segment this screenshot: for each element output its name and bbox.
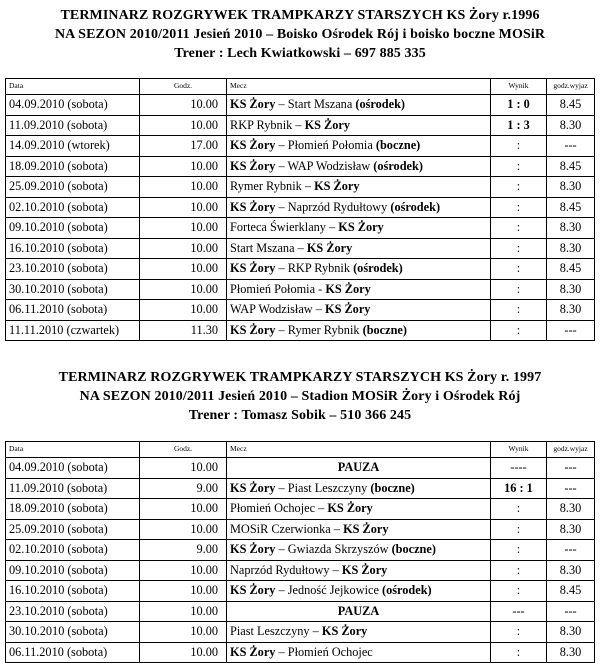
- table-row: [6, 115, 595, 136]
- match-teams: [227, 238, 491, 259]
- schedule-2-header: [0, 368, 600, 425]
- team-separator: –: [330, 521, 344, 536]
- match-time: 10.00: [140, 115, 227, 136]
- match-time: 10.00: [140, 95, 227, 116]
- departure-time: ---: [547, 478, 595, 499]
- departure-time: 8.30: [547, 519, 595, 540]
- home-team: KS Żory: [230, 199, 276, 214]
- table-row: [6, 478, 595, 499]
- home-team: Piast Leszczyny: [230, 624, 310, 639]
- table-row: [6, 519, 595, 540]
- team-separator: –: [275, 583, 288, 598]
- match-date: 30.10.2010 (sobota): [6, 622, 140, 643]
- match-time: 10.00: [140, 300, 227, 321]
- match-date: 09.10.2010 (sobota): [6, 218, 140, 239]
- table-row: [6, 95, 595, 116]
- departure-time: ---: [547, 136, 595, 157]
- match-result: :: [491, 519, 547, 540]
- schedule-2-title: TERMINARZ ROZGRYWEK TRAMPKARZY STARSZYCH KS Żory r. 1997: [58, 370, 542, 385]
- match-venue: (ośrodek): [390, 199, 441, 214]
- column-header-departure: godz.wyjaz: [547, 442, 595, 458]
- table-row: [6, 177, 595, 198]
- match-teams: [227, 478, 491, 499]
- match-result: :: [491, 560, 547, 581]
- departure-time: 8.30: [547, 279, 595, 300]
- departure-time: 8.30: [547, 177, 595, 198]
- departure-time: 8.30: [547, 115, 595, 136]
- match-venue: (ośrodek): [382, 583, 432, 598]
- match-date: 23.10.2010 (sobota): [6, 259, 140, 280]
- match-teams: [227, 259, 491, 280]
- home-team: Start Mszana: [230, 240, 295, 255]
- departure-time: 8.30: [547, 300, 595, 321]
- home-team: KS Żory: [230, 583, 276, 598]
- away-team: KS Żory: [338, 220, 384, 235]
- home-team: Naprzód Rydułtowy: [230, 562, 330, 577]
- table-row: [6, 458, 595, 479]
- match-date: 06.11.2010 (sobota): [6, 300, 140, 321]
- match-teams: [227, 581, 491, 602]
- team-separator: –: [315, 501, 328, 516]
- team-separator: –: [275, 138, 288, 153]
- match-result: :: [491, 238, 547, 259]
- table-header-row: [6, 79, 595, 95]
- column-header-match: Mecz: [227, 442, 491, 458]
- team-separator: –: [312, 302, 325, 317]
- departure-time: 8.30: [547, 218, 595, 239]
- match-result: 1 : 0: [491, 95, 547, 116]
- departure-time: 8.30: [547, 499, 595, 520]
- table-row: [6, 499, 595, 520]
- table-row: [6, 601, 595, 622]
- match-date: 02.10.2010 (sobota): [6, 540, 140, 561]
- away-team: KS Żory: [327, 501, 373, 516]
- home-team: WAP Wodzisław: [230, 302, 313, 317]
- column-header-result: Wynik: [491, 442, 547, 458]
- departure-time: 8.30: [547, 238, 595, 259]
- match-venue: (boczne): [375, 138, 421, 153]
- home-team: KS Żory: [230, 261, 276, 276]
- match-time: 10.00: [140, 259, 227, 280]
- schedule-2-table: [5, 441, 595, 663]
- table-row: [6, 156, 595, 177]
- match-time: 9.00: [140, 478, 227, 499]
- match-teams: PAUZA: [227, 458, 491, 479]
- column-header-departure: godz.wyjaz: [547, 79, 595, 95]
- home-team: MOSiR Czerwionka: [230, 521, 331, 536]
- table-row: [6, 642, 595, 663]
- away-team: Jedność Jejkowice: [287, 583, 379, 598]
- team-separator: –: [275, 199, 288, 214]
- home-team: KS Żory: [230, 158, 276, 173]
- departure-time: 8.45: [547, 581, 595, 602]
- match-time: 10.00: [140, 197, 227, 218]
- match-time: 10.00: [140, 238, 227, 259]
- match-teams: [227, 197, 491, 218]
- home-team: KS Żory: [230, 542, 276, 557]
- away-team: RKP Rybnik: [287, 261, 350, 276]
- schedule-1-header: [0, 6, 600, 63]
- table-row: [6, 300, 595, 321]
- departure-time: 8.30: [547, 642, 595, 663]
- match-time: 10.00: [140, 177, 227, 198]
- schedule-1-title: TERMINARZ ROZGRYWEK TRAMPKARZY STARSZYCH KS Żory r.1996: [60, 8, 540, 23]
- team-separator: –: [329, 562, 342, 577]
- away-team: KS Żory: [321, 624, 368, 639]
- match-time: 10.00: [140, 581, 227, 602]
- match-result: :: [491, 279, 547, 300]
- match-date: 02.10.2010 (sobota): [6, 197, 140, 218]
- table-row: [6, 540, 595, 561]
- away-team: KS Żory: [304, 117, 350, 132]
- table-row: [6, 197, 595, 218]
- home-team: KS Żory: [230, 480, 276, 495]
- match-time: 10.00: [140, 519, 227, 540]
- team-separator: –: [275, 261, 288, 276]
- match-teams: [227, 622, 491, 643]
- match-result: :: [491, 177, 547, 198]
- home-team: KS Żory: [230, 644, 276, 659]
- match-teams: [227, 115, 491, 136]
- schedule-2-season: NA SEZON 2010/2011 Jesień 2010 – Stadion MOSiR Żory i Ośrodek Rój: [79, 389, 521, 404]
- departure-time: 8.45: [547, 259, 595, 280]
- table-row: [6, 279, 595, 300]
- match-date: 06.11.2010 (sobota): [6, 642, 140, 663]
- away-team: KS Żory: [314, 179, 360, 194]
- table-row: [6, 581, 595, 602]
- table-row: [6, 560, 595, 581]
- schedule-1-coach: Trener : Lech Kwiatkowski – 697 885 335: [174, 46, 426, 61]
- match-date: 18.09.2010 (sobota): [6, 499, 140, 520]
- away-team: KS Żory: [341, 562, 388, 577]
- match-time: 10.00: [140, 458, 227, 479]
- match-time: 10.00: [140, 642, 227, 663]
- match-result: :: [491, 218, 547, 239]
- schedule-1-season: NA SEZON 2010/2011 Jesień 2010 – Boisko Ośrodek Rój i boisko boczne MOSiR: [54, 27, 546, 42]
- column-header-time: Godz.: [140, 79, 227, 95]
- match-time: 10.00: [140, 560, 227, 581]
- away-team: Płomień Połomia: [287, 138, 373, 153]
- match-result: :: [491, 581, 547, 602]
- team-separator: –: [275, 542, 288, 557]
- match-teams: [227, 218, 491, 239]
- team-separator: -: [315, 281, 326, 296]
- departure-time: ---: [547, 601, 595, 622]
- table-row: [6, 622, 595, 643]
- away-team: Gwiazda Skrzyszów: [287, 542, 389, 557]
- match-result: ---: [491, 601, 547, 622]
- table-row: [6, 320, 595, 341]
- home-team: Płomień Ochojec: [230, 501, 316, 516]
- match-result: :: [491, 499, 547, 520]
- team-separator: –: [275, 158, 288, 173]
- match-time: 10.00: [140, 218, 227, 239]
- match-venue: (ośrodek): [373, 158, 423, 173]
- home-team: KS Żory: [230, 97, 276, 112]
- away-team: KS Żory: [325, 302, 371, 317]
- match-time: 11.30: [140, 320, 227, 341]
- away-team: WAP Wodzisław: [287, 158, 371, 173]
- match-date: 16.10.2010 (sobota): [6, 581, 140, 602]
- schedule-1-table: [5, 78, 595, 341]
- away-team: KS Żory: [343, 521, 389, 536]
- match-date: 11.09.2010 (sobota): [6, 115, 140, 136]
- match-result: :: [491, 540, 547, 561]
- match-time: 10.00: [140, 156, 227, 177]
- match-result: :: [491, 197, 547, 218]
- match-date: 14.09.2010 (wtorek): [6, 136, 140, 157]
- match-time: 9.00: [140, 540, 227, 561]
- away-team: Rymer Rybnik: [287, 322, 360, 337]
- departure-time: 8.45: [547, 197, 595, 218]
- match-result: 1 : 3: [491, 115, 547, 136]
- match-teams: [227, 320, 491, 341]
- match-time: 10.00: [140, 622, 227, 643]
- match-teams: [227, 540, 491, 561]
- home-team: KS Żory: [230, 138, 276, 153]
- away-team: KS Żory: [325, 281, 371, 296]
- team-separator: –: [275, 644, 288, 659]
- match-date: 09.10.2010 (sobota): [6, 560, 140, 581]
- match-result: :: [491, 259, 547, 280]
- departure-time: ---: [547, 458, 595, 479]
- away-team: Naprzód Rydułtowy: [287, 199, 388, 214]
- table-row: [6, 218, 595, 239]
- table-header-row: [6, 442, 595, 458]
- match-venue: (ośrodek): [355, 97, 406, 112]
- home-team: RKP Rybnik: [230, 117, 293, 132]
- match-teams: [227, 177, 491, 198]
- match-time: 10.00: [140, 279, 227, 300]
- team-separator: –: [301, 179, 315, 194]
- team-separator: –: [275, 97, 288, 112]
- match-result: :: [491, 156, 547, 177]
- match-venue: (boczne): [370, 480, 415, 495]
- match-teams: [227, 95, 491, 116]
- match-venue: (boczne): [362, 322, 407, 337]
- home-team: KS Żory: [230, 322, 276, 337]
- match-date: 11.11.2010 (czwartek): [6, 320, 140, 341]
- match-teams: [227, 279, 491, 300]
- match-venue: (boczne): [391, 542, 436, 557]
- table-row: [6, 259, 595, 280]
- match-venue: (ośrodek): [353, 261, 403, 276]
- match-teams: [227, 560, 491, 581]
- match-teams: [227, 519, 491, 540]
- match-result: :: [491, 300, 547, 321]
- match-time: 10.00: [140, 499, 227, 520]
- departure-time: ---: [547, 320, 595, 341]
- schedule-2-coach: Trener : Tomasz Sobik – 510 366 245: [188, 408, 412, 423]
- away-team: Start Mszana: [287, 97, 353, 112]
- departure-time: 8.30: [547, 560, 595, 581]
- table-row: [6, 136, 595, 157]
- column-header-date: Data: [6, 442, 140, 458]
- match-date: 18.09.2010 (sobota): [6, 156, 140, 177]
- match-date: 25.09.2010 (sobota): [6, 519, 140, 540]
- match-date: 23.10.2010 (sobota): [6, 601, 140, 622]
- match-result: :: [491, 622, 547, 643]
- match-result: 16 : 1: [491, 478, 547, 499]
- match-teams: [227, 499, 491, 520]
- match-time: 17.00: [140, 136, 227, 157]
- column-header-result: Wynik: [491, 79, 547, 95]
- match-time: 10.00: [140, 601, 227, 622]
- column-header-time: Godz.: [140, 442, 227, 458]
- departure-time: 8.45: [547, 156, 595, 177]
- home-team: Rymer Rybnik: [230, 179, 302, 194]
- departure-time: 8.45: [547, 95, 595, 116]
- match-teams: [227, 156, 491, 177]
- departure-time: ---: [547, 540, 595, 561]
- team-separator: –: [275, 480, 288, 495]
- match-result: :: [491, 136, 547, 157]
- table-row: [6, 238, 595, 259]
- match-teams: [227, 642, 491, 663]
- match-date: 04.09.2010 (sobota): [6, 458, 140, 479]
- match-date: 25.09.2010 (sobota): [6, 177, 140, 198]
- away-team: KS Żory: [306, 240, 353, 255]
- departure-time: 8.30: [547, 622, 595, 643]
- match-result: ----: [491, 458, 547, 479]
- away-team: Płomień Ochojec: [287, 644, 373, 659]
- column-header-match: Mecz: [227, 79, 491, 95]
- home-team: Forteca Świerklany: [230, 220, 326, 235]
- team-separator: –: [292, 117, 305, 132]
- away-team: Piast Leszczyny: [287, 480, 368, 495]
- match-date: 11.09.2010 (sobota): [6, 478, 140, 499]
- team-separator: –: [275, 322, 288, 337]
- team-separator: –: [294, 240, 307, 255]
- match-teams: PAUZA: [227, 601, 491, 622]
- match-date: 04.09.2010 (sobota): [6, 95, 140, 116]
- column-header-date: Data: [6, 79, 140, 95]
- match-date: 30.10.2010 (sobota): [6, 279, 140, 300]
- match-teams: [227, 300, 491, 321]
- match-date: 16.10.2010 (sobota): [6, 238, 140, 259]
- team-separator: –: [309, 624, 322, 639]
- match-result: :: [491, 642, 547, 663]
- home-team: Płomień Połomia: [230, 281, 316, 296]
- match-result: :: [491, 320, 547, 341]
- team-separator: –: [325, 220, 339, 235]
- match-teams: [227, 136, 491, 157]
